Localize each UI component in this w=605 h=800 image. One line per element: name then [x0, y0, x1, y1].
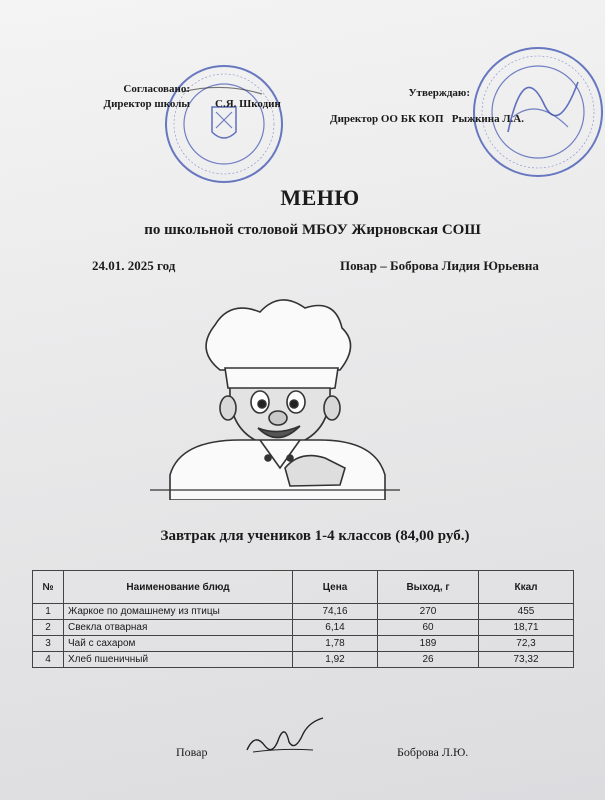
header-output: Выход, г [378, 571, 479, 604]
table-row [33, 652, 574, 668]
table-header-row [33, 571, 574, 604]
row-number: 2 [33, 620, 64, 636]
row-output: 189 [378, 636, 479, 652]
signature-label: Повар [176, 745, 208, 759]
header-number: № [33, 571, 64, 604]
header-kcal: Ккал [479, 571, 574, 604]
breakfast-title: Завтрак для учеников 1-4 классов (84,00 руб.) [160, 528, 470, 544]
agreed-role: Директор школы [103, 98, 190, 110]
approved-block [330, 86, 540, 127]
table-row [33, 636, 574, 652]
row-kcal: 455 [479, 604, 574, 620]
row-dish-name: Жаркое по домашнему из птицы [64, 604, 293, 620]
handwritten-signature [243, 712, 328, 760]
row-output: 26 [378, 652, 479, 668]
cook-name: Повар – Боброва Лидия Юрьевна [340, 258, 539, 273]
row-price: 74,16 [293, 604, 378, 620]
row-number: 1 [33, 604, 64, 620]
row-price: 1,92 [293, 652, 378, 668]
row-kcal: 72,3 [479, 636, 574, 652]
chef-illustration [150, 290, 400, 500]
table-row [33, 604, 574, 620]
row-kcal: 73,32 [479, 652, 574, 668]
school-seal-stamp [162, 62, 286, 186]
row-output: 60 [378, 620, 479, 636]
row-price: 1,78 [293, 636, 378, 652]
menu-date: 24.01. 2025 год [92, 258, 176, 273]
table-row [33, 620, 574, 636]
row-price: 6,14 [293, 620, 378, 636]
header-price: Цена [293, 571, 378, 604]
row-number: 3 [33, 636, 64, 652]
header-dish-name: Наименование блюд [64, 571, 293, 604]
row-number: 4 [33, 652, 64, 668]
menu-table [32, 570, 574, 668]
row-kcal: 18,71 [479, 620, 574, 636]
approved-name: Рыжкина Л.А. [451, 113, 524, 125]
row-output: 270 [378, 604, 479, 620]
signature-name: Боброва Л.Ю. [397, 745, 469, 759]
row-dish-name: Свекла отварная [64, 620, 293, 636]
page-subtitle: по школьной столовой МБОУ Жирновская СОШ [144, 222, 481, 238]
agreed-name: С.Я. Шкодин [215, 98, 281, 110]
agreed-label: Согласовано: [123, 83, 190, 95]
approved-role: Директор ОО БК КОП [330, 113, 444, 125]
approved-label: Утверждаю: [408, 87, 470, 99]
row-dish-name: Чай с сахаром [64, 636, 293, 652]
agreed-block [60, 82, 190, 112]
row-dish-name: Хлеб пшеничный [64, 652, 293, 668]
page-title: МЕНЮ [280, 185, 360, 210]
